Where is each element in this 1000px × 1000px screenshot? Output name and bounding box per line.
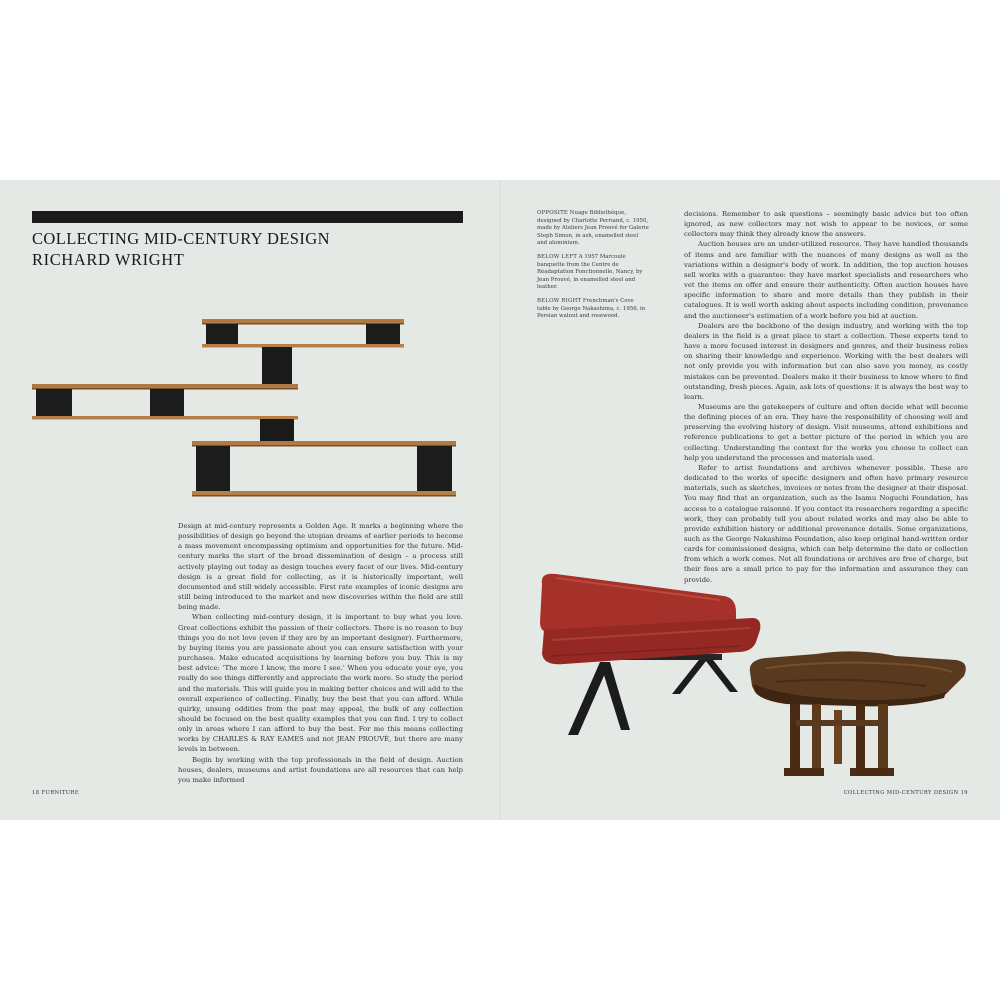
- caption-below-left: [537, 254, 649, 292]
- paragraph: When collecting mid-century design, it is important to buy what you love. Great collections exhibit the passion of their collectors. There is no reason to buy things you do not love (even if they are by an important designer). Furthermore, by buying items you are passionate about you can ensure satisfaction with your purchases. Make educated acquisitions by learning before you buy. This is my best advice: 'The more I know, the more I see.' When you educate your eye, you really do see things differently and appreciate the work more. So study the period and the materials. This will guide you in making better choices and will add to the overall experience of collecting. Finally, buy the best that you can afford. While quirky, unsung oddities from the past may appeal, the bulk of any collection should be focused on the best quality examples that you can find. I try to collect only in areas where I can afford to buy the best. For me this means collecting works by CHARLES & RAY EAMES and not JEAN PROUVÉ, but there are many levels in between.: [178, 613, 463, 754]
- chapter-title: COLLECTING MID-CENTURY DESIGN: [32, 229, 330, 248]
- paragraph: Begin by working with the top professionals in the field of design. Auction houses, dealers, museums and artist foundations are all resources that can help you make informed: [178, 755, 463, 784]
- caption-text: Frenchman's Cove table by George Nakashima, c. 1956, in Persian walnut and rosewood.: [537, 297, 646, 320]
- captions-column: [537, 210, 649, 327]
- body-text-left: [178, 521, 463, 785]
- photo-marcoule-banquette: [530, 570, 765, 740]
- folio-left: 18 FURNITURE: [32, 790, 80, 796]
- paragraph: Auction houses are an under-utilized resource. They have handled thousands of items and are familiar with the nuances of many designs as well as the variations within a designer's body of work. In addition, the top auction houses sell works with a guarantee: they have market specialists and researchers who vet the items on offer and ensure their authenticity. Often auction houses have specific information to share and more details than they publish in their catalogues. It is well worth asking about aspects including condition, provenance and the auctioneer's estimation of a work before you bid at auction.: [684, 240, 968, 320]
- book-spread: [0, 180, 1000, 820]
- paragraph: decisions. Remember to ask questions – seemingly basic advice but too often ignored, as new collectors may not wish to appear to be novices, or some collectors may think they already know the answers.: [684, 210, 968, 239]
- heading-rule: [32, 211, 463, 223]
- photo-nuage-bibliotheque: [30, 318, 460, 503]
- caption-below-right: [537, 298, 649, 321]
- caption-opposite: [537, 210, 649, 248]
- paragraph: Refer to artist foundations and archives whenever possible. These are dedicated to the works of specific designers and often have primary resource materials, such as sketches, invoices or notes from the designer at their disposal. You may find that an organization, such as the Isamu Noguchi Foundation, has access to a catalogue raisonné. If you contact its researchers regarding a specific work, they can probably tell you about related works and may also be able to provide exhibition history or additional provenance details. Some organizations, such as the George Nakashima Foundation, also keep original hand-written order cards for commissioned designs, which can help determine the date or collection from which a work comes. Not all foundations or archives are free of charge, but their fees are a small price to pay for the information and assurance they can provide.: [684, 463, 968, 584]
- author-name: RICHARD WRIGHT: [32, 250, 185, 269]
- caption-text: A 1957 Marcoule banquette from the Centre de Réadaptation Fonctionnelle, Nancy, by Jean Prouvé, in enamelled steel and leather.: [537, 253, 643, 291]
- body-text-right: [684, 209, 968, 585]
- caption-label: BELOW RIGHT: [537, 297, 582, 304]
- caption-label: BELOW LEFT: [537, 253, 578, 260]
- folio-right: COLLECTING MID-CENTURY DESIGN 19: [843, 790, 968, 796]
- caption-label: OPPOSITE: [537, 210, 569, 216]
- caption-text: Nuage Bibliothèque, designed by Charlotte Perriand, c. 1950, made by Ateliers Jean Prouvé for Galerie Steph Simon, in ash, enamelled steel and aluminium.: [537, 210, 649, 247]
- paragraph: Dealers are the backbone of the design industry, and working with the top dealers in the field is a great place to start a collection. These experts tend to have a more focused interest in designers and genres, and their business relies on sharing their knowledge and experience. Working with the best dealers will not only provide you with information but can also save you money, as costly mistakes can be prevented. Dealers make it their business to know where to find outstanding, fresh pieces. Again, ask lots of questions: it is always the best way to learn.: [684, 321, 968, 401]
- gutter-shadow: [499, 180, 501, 820]
- paragraph: Museums are the gatekeepers of culture and often decide what will become the defining pieces of an era. They have the responsibility of choosing well and preserving the evolving history of design. Visit museums, attend exhibitions and reference publications to get a better picture of the period in which you are collecting. Understanding the context for the works you choose to collect can help you understand the processes and materials used.: [684, 402, 968, 462]
- photo-frenchmans-cove-table: [746, 650, 971, 790]
- paragraph: Design at mid-century represents a Golden Age. It marks a beginning where the possibilities of design go beyond the utopian dreams of earlier periods to become a mass movement encompassing optimism and opportunities for the future. Mid-century marks the start of the broad dissemination of design – a process still actively playing out today as design touches every facet of our lives. Mid-century design is a great field for collecting, as it is historically important, well documented and still widely accessible. First rate examples of iconic designs are still being introduced to the market and new discoveries within the field are still being made.: [178, 522, 463, 612]
